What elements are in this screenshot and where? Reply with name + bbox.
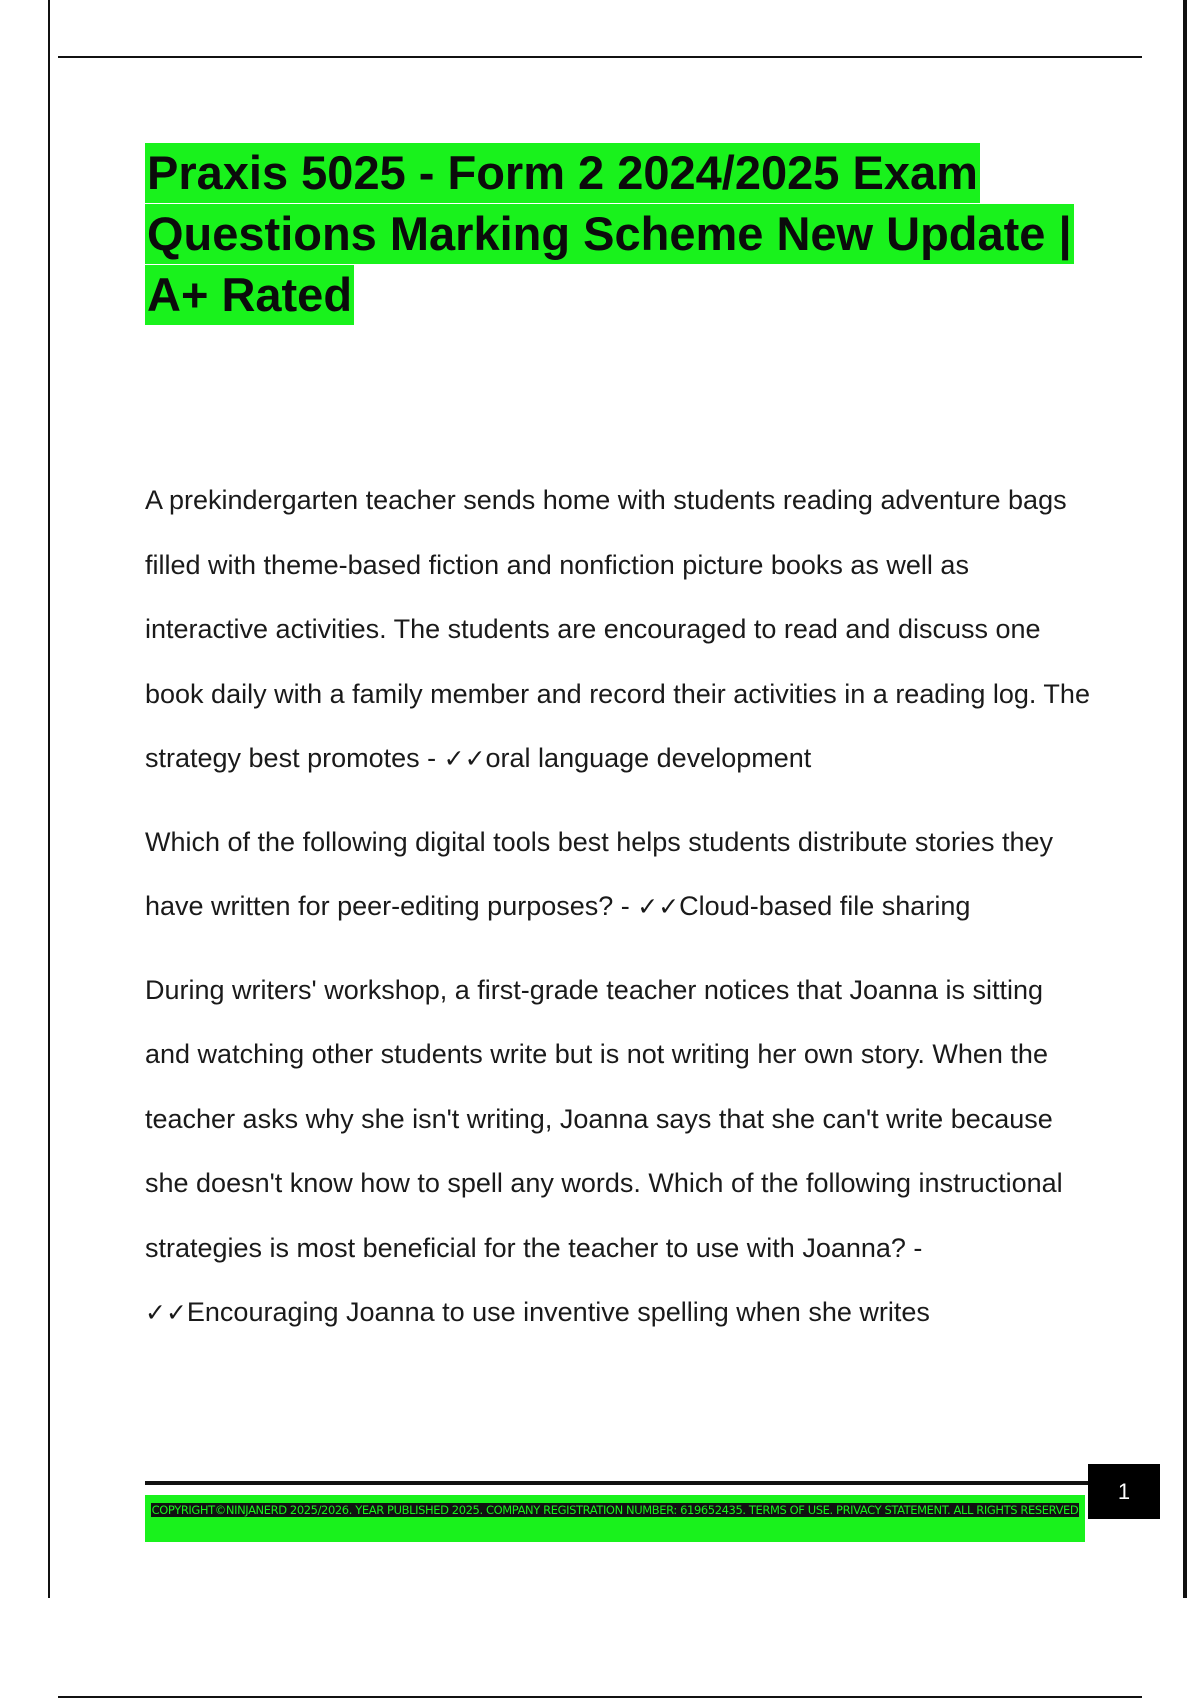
page-number: 1 (1088, 1464, 1160, 1519)
footer-rule (145, 1481, 1095, 1485)
answer-text: Encouraging Joanna to use inventive spelling when she writes (186, 1297, 930, 1327)
answer-text: Cloud-based file sharing (679, 891, 971, 921)
footer-copyright-text: COPYRIGHT©NINJANERD 2025/2026. YEAR PUBLISHED 2025. COMPANY REGISTRATION NUMBER: 619652435. TERMS OF USE. PRIVACY STATEMENT. ALL RIGHTS RESERVED (151, 1503, 1079, 1517)
question-text: A prekindergarten teacher sends home with students reading adventure bags filled with theme-based fiction and nonfiction picture books as well as interactive activities. The students are encouraged to read and discuss one book daily with a family member and record their activities in a reading log. The strategy best promotes - (145, 485, 1090, 773)
footer-copyright (150, 1500, 1080, 1521)
question-item-3 (145, 958, 1095, 1346)
check-marks-icon: ✓✓ (637, 892, 680, 921)
page-border-left (48, 0, 50, 1598)
question-item-1 (145, 468, 1095, 792)
page-border-right (1183, 0, 1187, 1598)
answer-text: oral language development (485, 743, 812, 773)
top-rule (58, 56, 1142, 58)
question-list (145, 468, 1095, 1364)
document-title (145, 142, 1105, 325)
check-marks-icon: ✓✓ (443, 744, 486, 773)
question-text: Which of the following digital tools best helps students distribute stories they have written for peer-editing purposes? - (145, 826, 1053, 921)
question-text: During writers' workshop, a first-grade teacher notices that Joanna is sitting and watching other students write but is not writing her own story. When the teacher asks why she isn't writing, Joanna says that she can't write because she doesn't know how to spell any words. Which of the following instructional strategies is most beneficial for the teacher to use with Joanna? - (145, 974, 1063, 1263)
question-item-2 (145, 810, 1095, 940)
next-page-top-rule (58, 1696, 1142, 1698)
check-marks-icon: ✓✓ (145, 1298, 187, 1327)
document-title-text: Praxis 5025 - Form 2 2024/2025 Exam Questions Marking Scheme New Update | A+ Rated (145, 143, 1074, 325)
